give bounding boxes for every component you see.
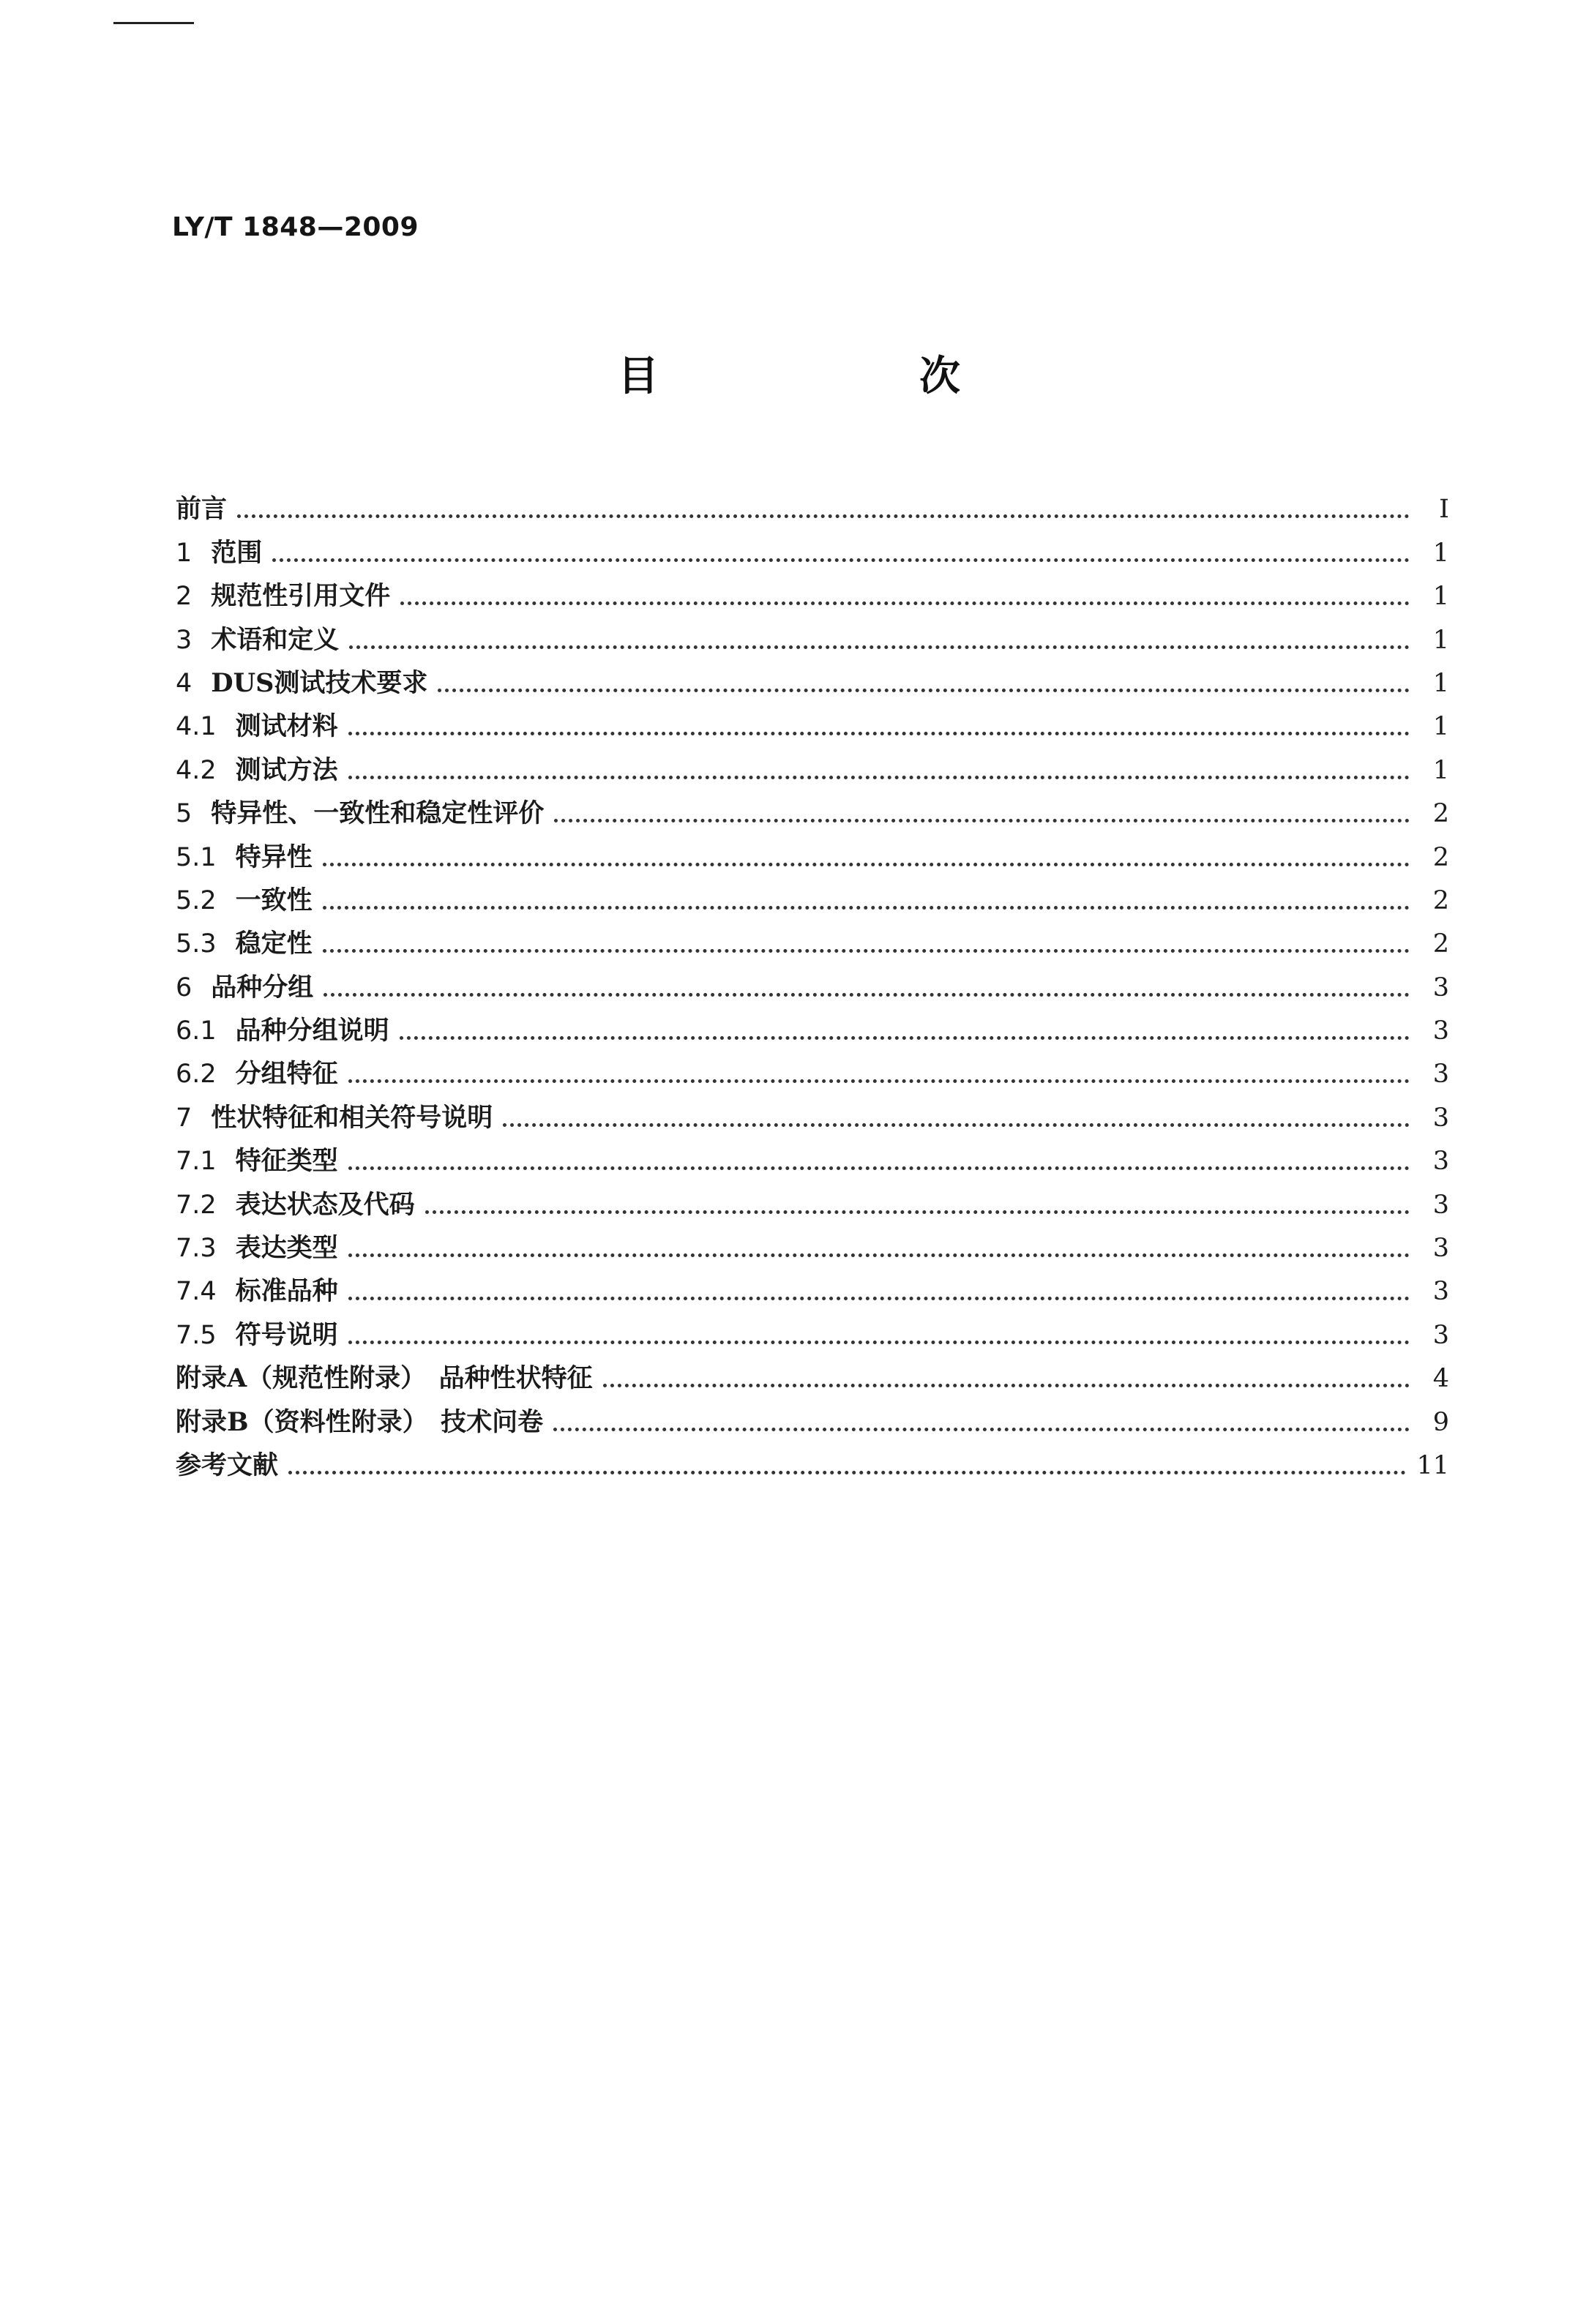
toc-entry[interactable] bbox=[176, 1262, 1449, 1305]
toc-entry-label bbox=[176, 798, 545, 829]
toc-entry-page: 2 bbox=[1432, 842, 1449, 872]
toc-entry[interactable] bbox=[176, 653, 1449, 697]
toc-dot-leader bbox=[323, 949, 1410, 953]
toc-entry-label bbox=[176, 1102, 493, 1133]
toc-entry-page: 2 bbox=[1432, 799, 1449, 829]
toc-entry-number: 1 bbox=[176, 538, 192, 568]
toc-entry[interactable] bbox=[176, 1044, 1449, 1090]
toc-entry-number: 7 bbox=[176, 1103, 192, 1133]
toc-entry-label bbox=[176, 1365, 593, 1392]
toc-entry-title: 特征类型 bbox=[235, 1146, 338, 1177]
toc-entry-page: 3 bbox=[1432, 1016, 1449, 1046]
toc-dot-leader bbox=[348, 732, 1410, 735]
toc-entry-label bbox=[176, 583, 390, 610]
toc-entry-number: 7.1 bbox=[176, 1147, 217, 1177]
toc-entry-number: 6 bbox=[176, 972, 192, 1002]
toc-entry-title: 测试材料 bbox=[235, 711, 338, 742]
toc-entry-page: 1 bbox=[1432, 582, 1449, 612]
toc-entry[interactable] bbox=[176, 871, 1449, 914]
toc-entry-page: 3 bbox=[1432, 972, 1449, 1002]
toc-entry-page: 1 bbox=[1432, 538, 1449, 568]
toc-entry-number: 5.2 bbox=[176, 885, 217, 915]
toc-entry-title: 规范性引用文件 bbox=[211, 581, 391, 612]
toc-dot-leader bbox=[400, 601, 1410, 605]
toc-entry-title: 特异性、一致性和稳定性评价 bbox=[211, 798, 545, 829]
toc-entry-label bbox=[176, 931, 313, 957]
toc-entry-number: 2 bbox=[176, 582, 192, 612]
toc-entry-label bbox=[176, 1018, 389, 1044]
toc-dot-leader bbox=[323, 906, 1410, 910]
table-of-contents bbox=[176, 479, 1449, 1479]
standard-code: LY/T 1848—2009 bbox=[172, 212, 419, 242]
toc-entry-label bbox=[176, 1319, 338, 1350]
toc-entry[interactable] bbox=[176, 827, 1449, 870]
top-rule bbox=[113, 22, 194, 24]
toc-entry-title: 一致性 bbox=[235, 885, 313, 915]
toc-entry-page: 9 bbox=[1432, 1407, 1449, 1437]
toc-entry-page: 1 bbox=[1432, 668, 1449, 698]
toc-entry-title: 表达状态及代码 bbox=[235, 1189, 415, 1220]
toc-entry[interactable] bbox=[176, 1349, 1449, 1392]
toc-entry-title: 分组特征 bbox=[235, 1059, 338, 1090]
toc-entry-page: 3 bbox=[1432, 1320, 1449, 1350]
toc-entry-number: 7.3 bbox=[176, 1234, 217, 1264]
toc-entry[interactable] bbox=[176, 1087, 1449, 1131]
toc-dot-leader bbox=[348, 1297, 1410, 1300]
toc-entry-label bbox=[176, 1235, 338, 1262]
toc-entry-number: 6.2 bbox=[176, 1060, 217, 1090]
toc-entry[interactable] bbox=[176, 697, 1449, 740]
toc-entry-page: 1 bbox=[1432, 755, 1449, 785]
toc-dot-leader bbox=[288, 1471, 1406, 1474]
toc-entry[interactable] bbox=[176, 1436, 1449, 1479]
toc-entry-label bbox=[176, 1406, 544, 1437]
toc-entry-number: 4.2 bbox=[176, 755, 217, 785]
toc-entry[interactable] bbox=[176, 740, 1449, 783]
toc-entry-page: 3 bbox=[1432, 1060, 1449, 1090]
toc-entry-page: 2 bbox=[1432, 929, 1449, 959]
toc-entry[interactable] bbox=[176, 566, 1449, 610]
toc-entry-label bbox=[176, 624, 340, 655]
toc-entry-title: 稳定性 bbox=[235, 929, 313, 959]
toc-entry-title: 范围 bbox=[211, 537, 263, 568]
toc-entry-number: 5 bbox=[176, 799, 192, 829]
toc-entry-label bbox=[176, 1146, 338, 1177]
toc-entry-title: 性状特征和相关符号说明 bbox=[211, 1102, 493, 1133]
toc-dot-leader bbox=[554, 819, 1410, 822]
toc-entry-number: 7.5 bbox=[176, 1320, 217, 1350]
toc-entry-label bbox=[176, 1452, 278, 1479]
toc-entry-title: 测试方法 bbox=[235, 754, 338, 785]
toc-entry-title: DUS测试技术要求 bbox=[211, 667, 428, 698]
toc-entry-label bbox=[176, 885, 313, 915]
toc-entry-page: I bbox=[1439, 495, 1449, 525]
toc-entry-label bbox=[176, 713, 338, 740]
toc-dot-leader bbox=[348, 1253, 1410, 1257]
toc-entry-page: 3 bbox=[1432, 1190, 1449, 1220]
toc-entry[interactable] bbox=[176, 1174, 1449, 1218]
toc-entry-label bbox=[176, 667, 428, 698]
toc-entry-title: 附录B（资料性附录） 技术问卷 bbox=[176, 1406, 544, 1437]
toc-dot-leader bbox=[272, 558, 1410, 562]
toc-entry[interactable] bbox=[176, 522, 1449, 566]
toc-entry-label bbox=[176, 972, 314, 1002]
toc-dot-leader bbox=[237, 514, 1410, 518]
toc-entry-page: 3 bbox=[1432, 1277, 1449, 1307]
toc-entry-number: 4 bbox=[176, 668, 192, 698]
toc-entry[interactable] bbox=[176, 957, 1449, 1000]
page-title: 目 次 bbox=[618, 353, 1070, 400]
toc-entry-title: 标准品种 bbox=[235, 1276, 338, 1307]
toc-dot-leader bbox=[400, 1036, 1410, 1040]
toc-entry-title: 品种分组 bbox=[211, 972, 314, 1002]
toc-dot-leader bbox=[324, 993, 1410, 997]
toc-entry-number: 5.1 bbox=[176, 842, 217, 872]
toc-entry-label bbox=[176, 1189, 415, 1220]
toc-entry-label bbox=[176, 537, 263, 568]
toc-entry-number: 4.1 bbox=[176, 712, 217, 742]
toc-entry-number: 5.3 bbox=[176, 929, 217, 959]
toc-entry[interactable] bbox=[176, 610, 1449, 653]
toc-entry-page: 3 bbox=[1432, 1103, 1449, 1133]
toc-dot-leader bbox=[348, 776, 1410, 779]
toc-dot-leader bbox=[553, 1428, 1410, 1431]
toc-entry-page: 1 bbox=[1432, 625, 1449, 655]
toc-entry-label bbox=[176, 841, 313, 872]
toc-entry[interactable] bbox=[176, 1131, 1449, 1177]
toc-entry-number: 3 bbox=[176, 625, 192, 655]
toc-dot-leader bbox=[503, 1123, 1410, 1127]
toc-dot-leader bbox=[348, 1341, 1410, 1344]
toc-entry-number: 6.1 bbox=[176, 1016, 217, 1046]
toc-entry-title: 参考文献 bbox=[176, 1450, 279, 1480]
toc-entry-number: 7.2 bbox=[176, 1190, 217, 1220]
toc-entry-title: 特异性 bbox=[235, 841, 313, 872]
toc-entry-title: 品种分组说明 bbox=[235, 1016, 389, 1046]
toc-dot-leader bbox=[348, 1166, 1410, 1170]
toc-entry-title: 术语和定义 bbox=[211, 624, 340, 655]
toc-entry-page: 3 bbox=[1432, 1147, 1449, 1177]
toc-entry-page: 4 bbox=[1432, 1364, 1449, 1394]
toc-entry[interactable] bbox=[176, 1218, 1449, 1262]
toc-entry-label bbox=[176, 1278, 338, 1305]
toc-entry[interactable] bbox=[176, 914, 1449, 957]
toc-entry-title: 表达类型 bbox=[235, 1233, 338, 1264]
toc-dot-leader bbox=[323, 863, 1410, 866]
toc-entry-page: 3 bbox=[1432, 1234, 1449, 1264]
toc-entry-label bbox=[176, 1059, 338, 1090]
toc-entry[interactable] bbox=[176, 1305, 1449, 1348]
toc-entry-page: 2 bbox=[1432, 885, 1449, 915]
toc-entry-title: 前言 bbox=[176, 494, 228, 525]
toc-entry-page: 11 bbox=[1416, 1450, 1449, 1480]
toc-entry[interactable] bbox=[176, 1001, 1449, 1044]
toc-entry-page: 1 bbox=[1432, 712, 1449, 742]
toc-dot-leader bbox=[603, 1384, 1410, 1387]
toc-entry-title: 附录A（规范性附录） 品种性状特征 bbox=[176, 1363, 593, 1394]
toc-entry[interactable] bbox=[176, 1392, 1449, 1435]
toc-entry[interactable] bbox=[176, 784, 1449, 827]
toc-dot-leader bbox=[348, 1079, 1410, 1083]
toc-dot-leader bbox=[425, 1210, 1410, 1214]
toc-dot-leader bbox=[349, 645, 1410, 649]
toc-entry-number: 7.4 bbox=[176, 1277, 217, 1307]
toc-entry[interactable] bbox=[176, 479, 1449, 525]
toc-entry-label bbox=[176, 494, 228, 525]
toc-dot-leader bbox=[438, 689, 1410, 692]
toc-entry-label bbox=[176, 754, 338, 785]
toc-entry-title: 符号说明 bbox=[235, 1319, 338, 1350]
